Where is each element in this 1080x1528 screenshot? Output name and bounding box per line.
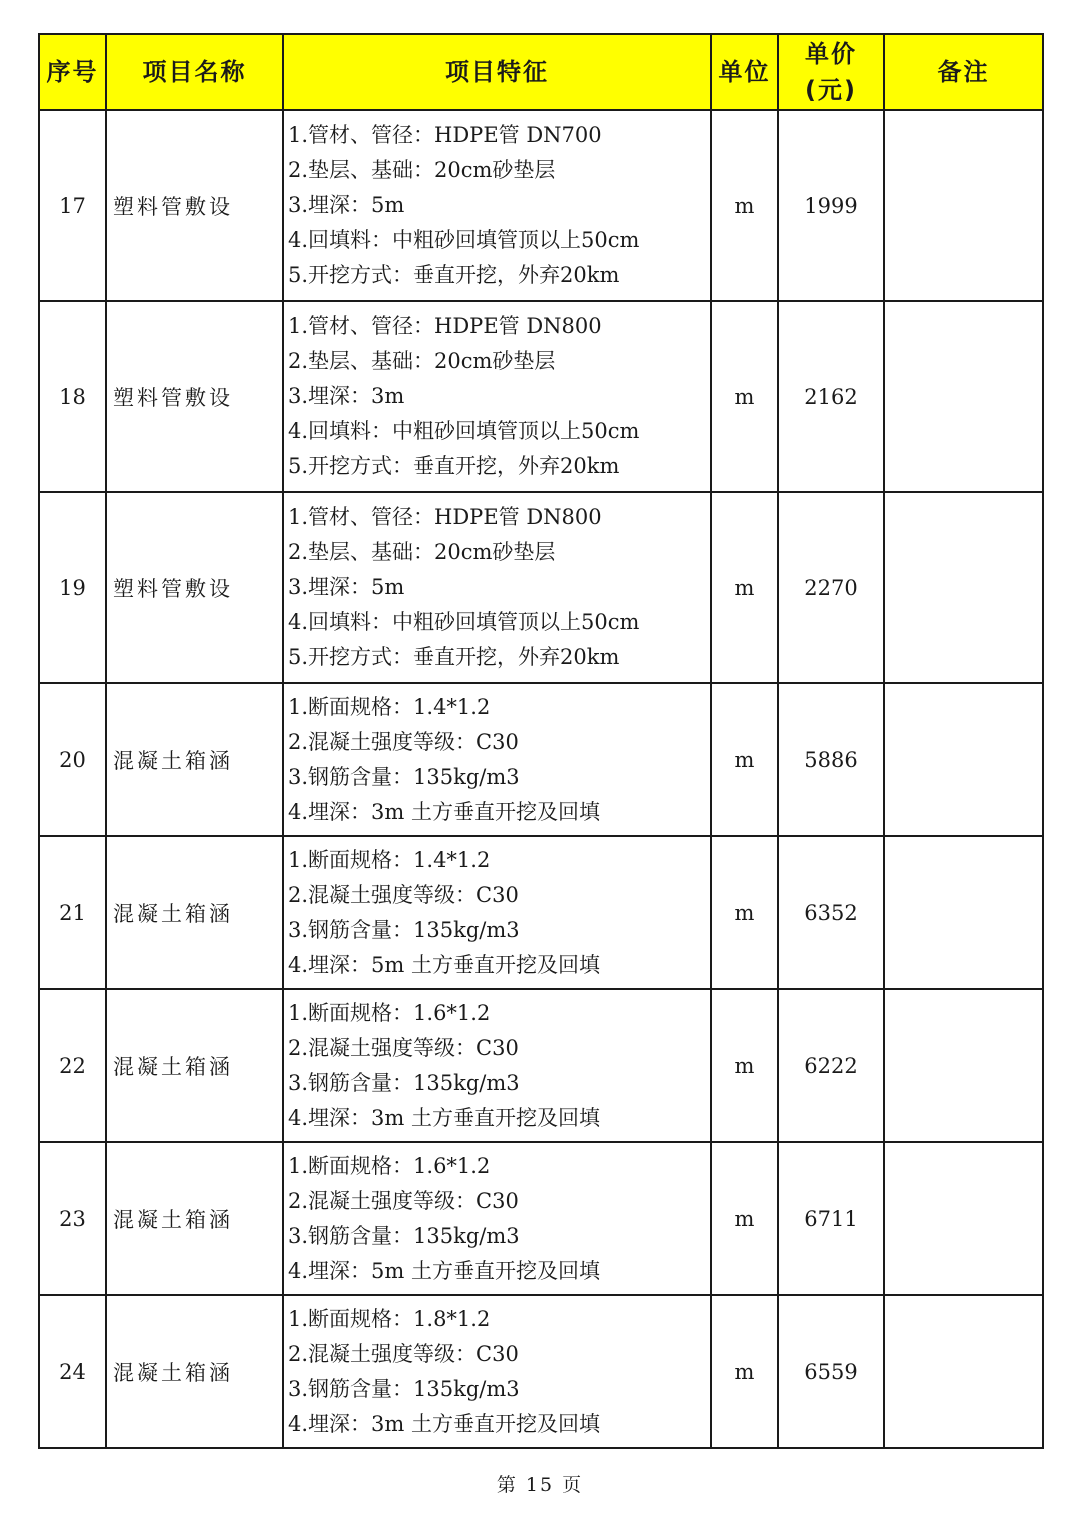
feature-line: 5.开挖方式：垂直开挖，外弃20km — [288, 645, 620, 669]
feature-line: 2.混凝土强度等级：C30 — [288, 1188, 519, 1213]
item-unit: m — [711, 1295, 778, 1448]
feature-line: 4.埋深：3m 土方垂直开挖及回填 — [288, 1105, 600, 1130]
row-number: 20 — [39, 683, 106, 836]
item-unit: m — [711, 1142, 778, 1295]
feature-line: 3.埋深：3m — [288, 384, 405, 408]
feature-line: 1.断面规格：1.4*1.2 — [288, 847, 491, 872]
feature-line: 1.断面规格：1.8*1.2 — [288, 1306, 491, 1331]
feature-line: 3.钢筋含量：135kg/m3 — [288, 1223, 520, 1248]
item-price: 5886 — [778, 683, 884, 836]
item-price: 6352 — [778, 836, 884, 989]
item-remark — [884, 301, 1043, 492]
feature-line: 3.埋深：5m — [288, 193, 405, 217]
table-row — [39, 492, 1043, 683]
feature-line: 1.管材、管径：HDPE管 DN700 — [288, 123, 602, 147]
item-features — [283, 492, 711, 683]
feature-line: 2.混凝土强度等级：C30 — [288, 1035, 519, 1060]
item-name: 混凝土箱涵 — [106, 836, 283, 989]
header-no: 序号 — [39, 34, 106, 110]
item-price: 1999 — [778, 110, 884, 301]
row-number: 23 — [39, 1142, 106, 1295]
feature-line: 5.开挖方式：垂直开挖，外弃20km — [288, 263, 620, 287]
feature-line: 3.钢筋含量：135kg/m3 — [288, 764, 520, 789]
item-unit: m — [711, 110, 778, 301]
header-name: 项目名称 — [106, 34, 283, 110]
feature-line: 5.开挖方式：垂直开挖，外弃20km — [288, 454, 620, 478]
row-number: 18 — [39, 301, 106, 492]
item-features — [283, 1142, 711, 1295]
feature-line: 1.断面规格：1.6*1.2 — [288, 1153, 491, 1178]
item-remark — [884, 110, 1043, 301]
feature-line: 4.回填料：中粗砂回填管顶以上50cm — [288, 610, 640, 634]
item-name: 混凝土箱涵 — [106, 1295, 283, 1448]
table-row — [39, 110, 1043, 301]
table-row — [39, 683, 1043, 836]
table-row — [39, 301, 1043, 492]
feature-line: 2.混凝土强度等级：C30 — [288, 1341, 519, 1366]
item-unit: m — [711, 989, 778, 1142]
feature-line: 4.埋深：3m 土方垂直开挖及回填 — [288, 799, 600, 824]
item-features — [283, 1295, 711, 1448]
feature-line: 4.回填料：中粗砂回填管顶以上50cm — [288, 228, 640, 252]
row-number: 19 — [39, 492, 106, 683]
feature-line: 2.混凝土强度等级：C30 — [288, 882, 519, 907]
item-unit: m — [711, 836, 778, 989]
feature-line: 1.管材、管径：HDPE管 DN800 — [288, 314, 602, 338]
feature-line: 2.垫层、基础：20cm砂垫层 — [288, 540, 556, 564]
header-price-line2: (元) — [805, 76, 857, 104]
feature-line: 4.埋深：5m 土方垂直开挖及回填 — [288, 952, 600, 977]
item-name: 混凝土箱涵 — [106, 683, 283, 836]
item-features — [283, 683, 711, 836]
table-row — [39, 1295, 1043, 1448]
item-remark — [884, 492, 1043, 683]
item-unit: m — [711, 683, 778, 836]
feature-line: 2.垫层、基础：20cm砂垫层 — [288, 349, 556, 373]
feature-line: 2.垫层、基础：20cm砂垫层 — [288, 158, 556, 182]
row-number: 17 — [39, 110, 106, 301]
item-features — [283, 110, 711, 301]
item-remark — [884, 989, 1043, 1142]
header-row — [39, 34, 1043, 110]
item-name: 混凝土箱涵 — [106, 989, 283, 1142]
feature-line: 2.混凝土强度等级：C30 — [288, 729, 519, 754]
item-features — [283, 301, 711, 492]
item-price: 6711 — [778, 1142, 884, 1295]
feature-line: 1.断面规格：1.4*1.2 — [288, 694, 491, 719]
table-row — [39, 1142, 1043, 1295]
item-unit: m — [711, 301, 778, 492]
header-unit: 单位 — [711, 34, 778, 110]
item-price: 2270 — [778, 492, 884, 683]
table-body — [39, 110, 1043, 1448]
item-remark — [884, 836, 1043, 989]
feature-line: 3.钢筋含量：135kg/m3 — [288, 1070, 520, 1095]
feature-line: 4.埋深：3m 土方垂直开挖及回填 — [288, 1411, 600, 1436]
feature-line: 3.钢筋含量：135kg/m3 — [288, 917, 520, 942]
feature-line: 1.管材、管径：HDPE管 DN800 — [288, 505, 602, 529]
item-remark — [884, 1295, 1043, 1448]
item-price: 2162 — [778, 301, 884, 492]
item-name: 塑料管敷设 — [106, 301, 283, 492]
row-number: 24 — [39, 1295, 106, 1448]
item-price: 6559 — [778, 1295, 884, 1448]
header-price-line1: 单价 — [805, 40, 857, 68]
item-remark — [884, 683, 1043, 836]
feature-line: 1.断面规格：1.6*1.2 — [288, 1000, 491, 1025]
item-features — [283, 836, 711, 989]
header-remark: 备注 — [884, 34, 1043, 110]
feature-line: 3.埋深：5m — [288, 575, 405, 599]
item-name: 混凝土箱涵 — [106, 1142, 283, 1295]
row-number: 21 — [39, 836, 106, 989]
feature-line: 4.回填料：中粗砂回填管顶以上50cm — [288, 419, 640, 443]
feature-line: 3.钢筋含量：135kg/m3 — [288, 1376, 520, 1401]
table-row — [39, 836, 1043, 989]
item-unit: m — [711, 492, 778, 683]
page-number: 第 15 页 — [496, 1474, 584, 1496]
item-features — [283, 989, 711, 1142]
header-features: 项目特征 — [283, 34, 711, 110]
item-remark — [884, 1142, 1043, 1295]
price-table — [38, 33, 1044, 1449]
row-number: 22 — [39, 989, 106, 1142]
table-row — [39, 989, 1043, 1142]
header-price — [778, 34, 884, 110]
item-name: 塑料管敷设 — [106, 492, 283, 683]
item-price: 6222 — [778, 989, 884, 1142]
feature-line: 4.埋深：5m 土方垂直开挖及回填 — [288, 1258, 600, 1283]
item-name: 塑料管敷设 — [106, 110, 283, 301]
